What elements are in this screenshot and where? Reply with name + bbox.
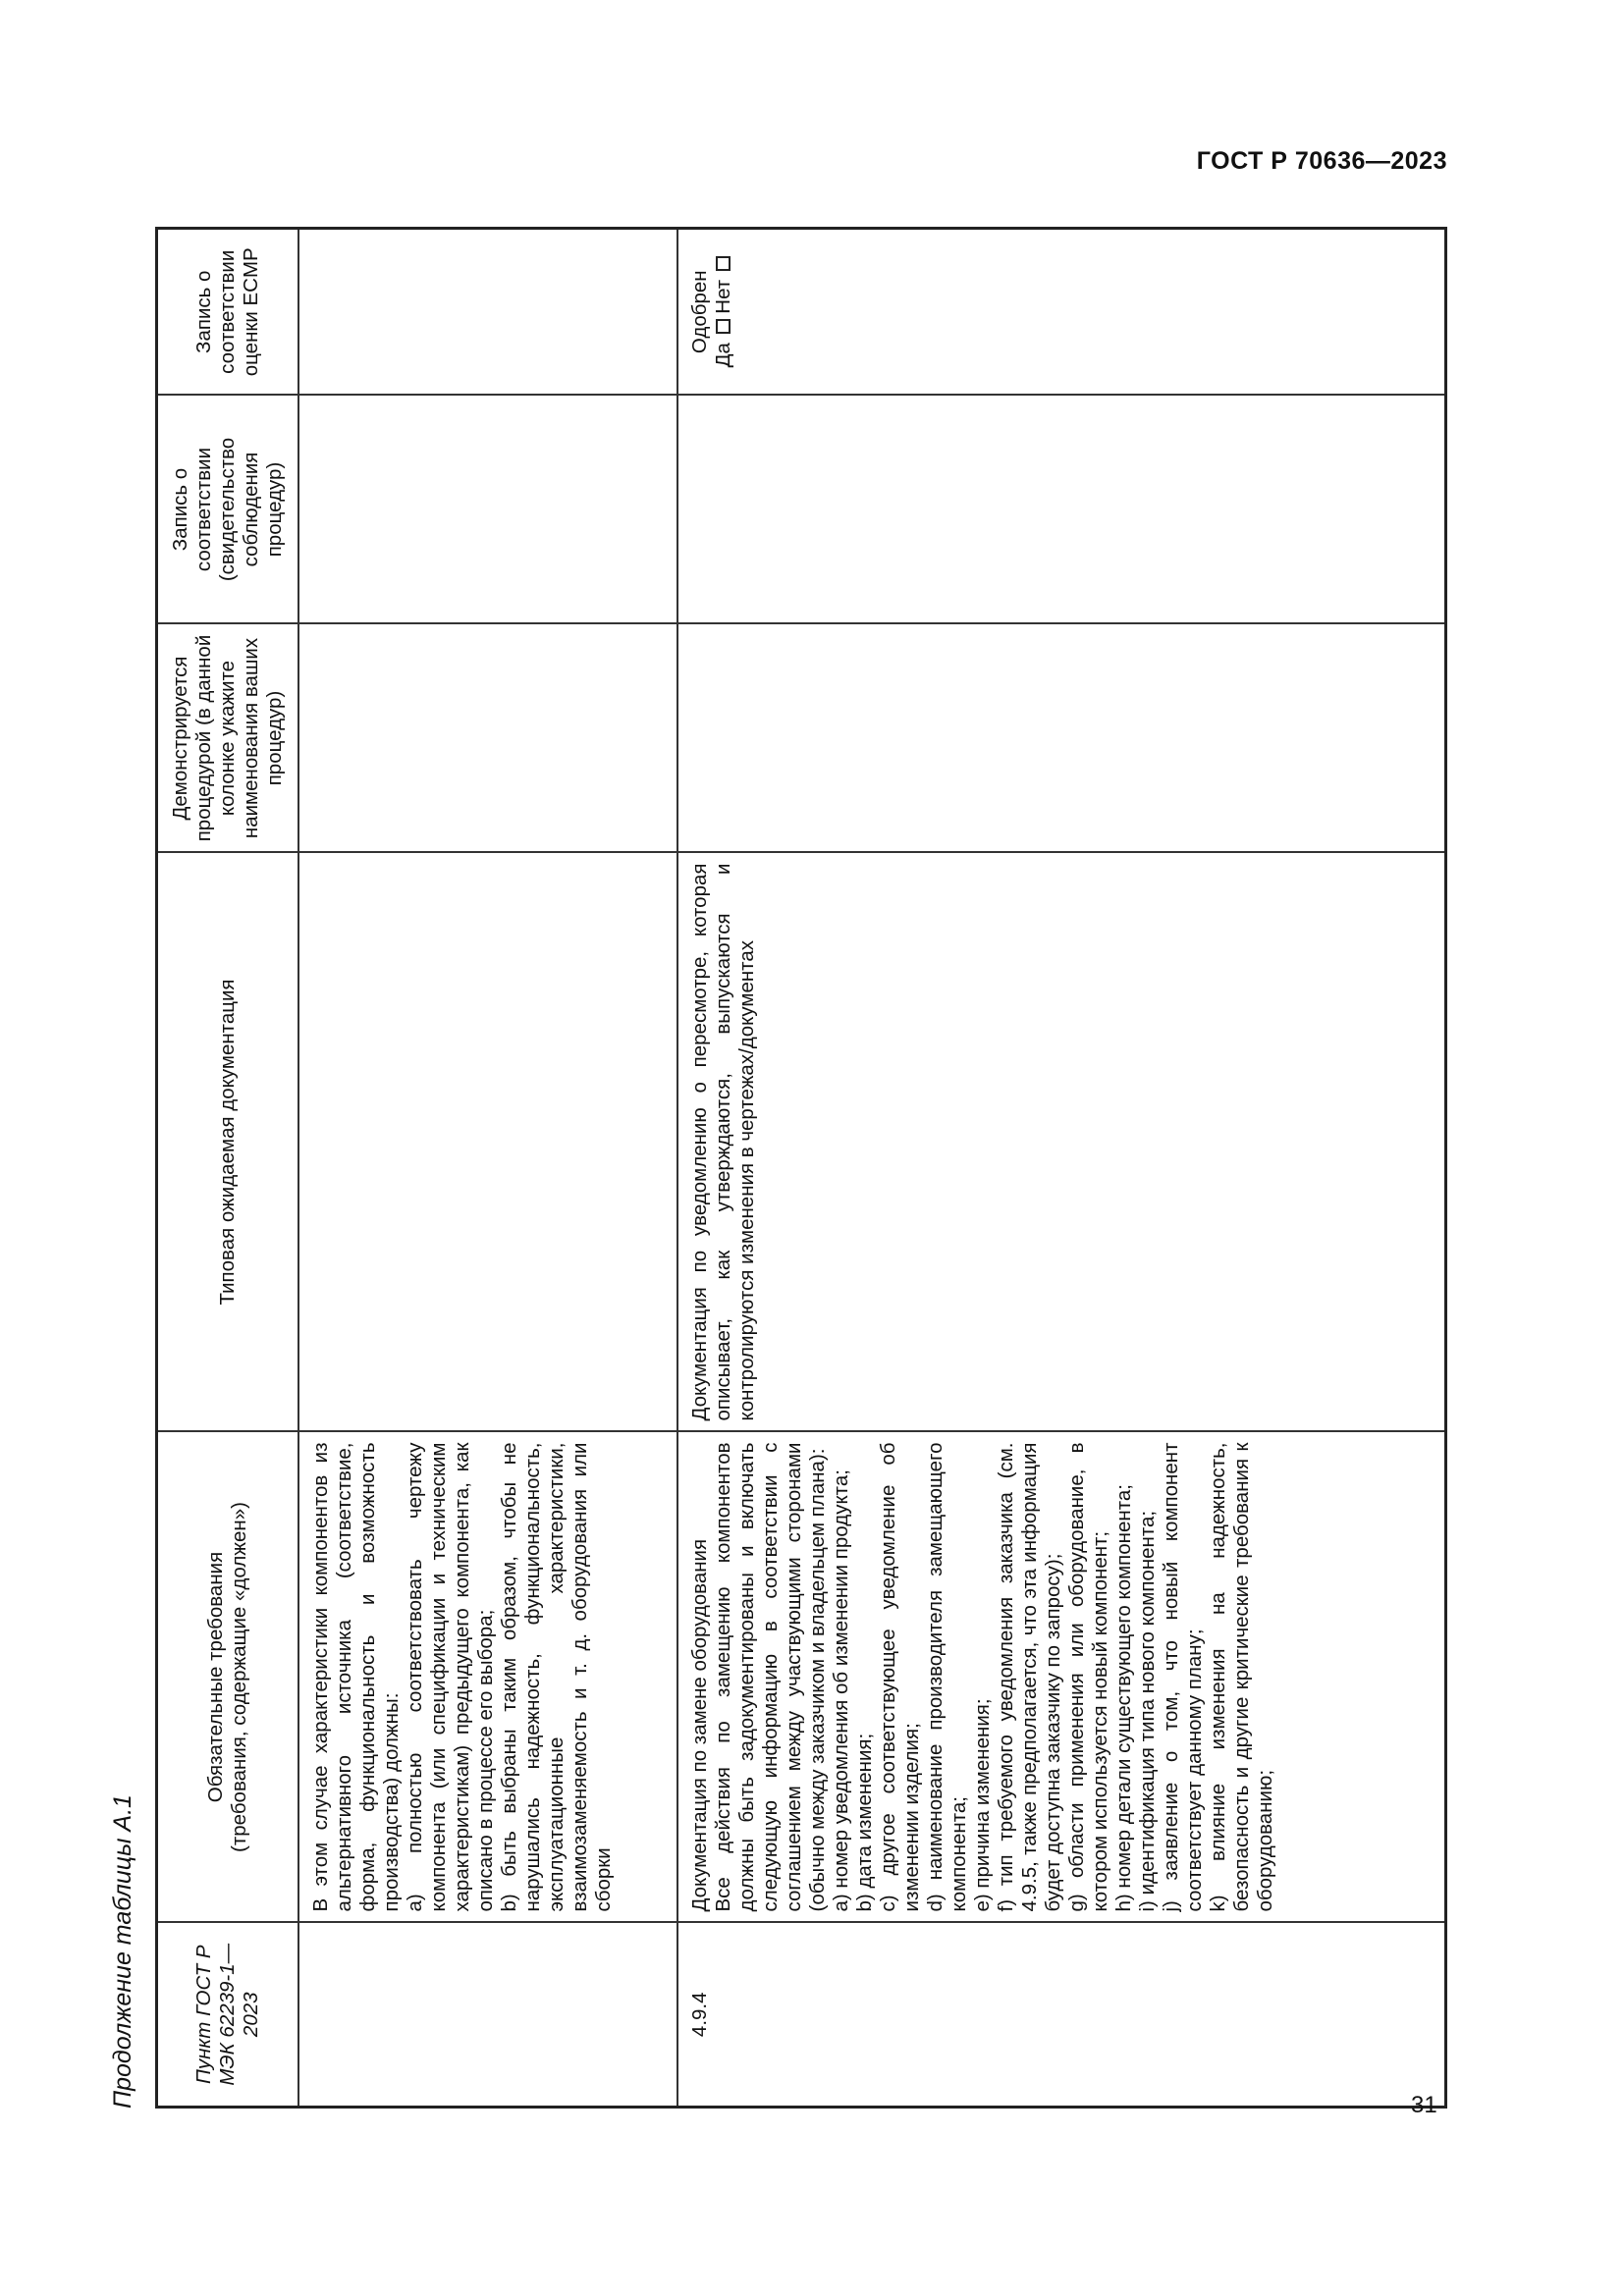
page-number: 31 [1411, 2092, 1437, 2118]
requirement-heading: Документация по замене оборудования [688, 1538, 711, 1912]
cell-ecmp [298, 229, 677, 396]
cell-evidence [677, 396, 1446, 624]
table-row [298, 229, 677, 2108]
table-row [677, 229, 1446, 2108]
requirement-text: В этом случае характеристики компонентов из альтернативного источника (соответствие, форма, функциональность и возможность производства) должны: [309, 1442, 403, 1912]
requirement-item: b) быть выбраны таким образом, чтобы не нарушались надежность, функциональность, эксплуатационные характеристики, взаимозаменяемость и т. д. оборудования или сборки [498, 1442, 615, 1912]
cell-documentation [298, 853, 677, 1432]
requirement-item: d) наименование производителя замещающего компонента; [924, 1442, 970, 1912]
cell-clause [298, 1923, 677, 2108]
requirement-item: j) заявление о том, что новый компонент соответствует данному плану; [1160, 1442, 1206, 1912]
requirement-item: b) дата изменения; [853, 1733, 876, 1912]
table-caption: Продолжение таблицы А.1 [109, 1794, 136, 2109]
approval-label: Одобрен [688, 270, 711, 354]
cell-requirements [677, 1432, 1446, 1923]
table-header-row [157, 229, 299, 2108]
cell-documentation [677, 853, 1446, 1432]
requirement-item: f) тип требуемого уведомления заказчика (см. 4.9.5, также предполагается, что эта информация будет доступна заказчику по запросу); [995, 1442, 1064, 1912]
no-label: Нет [712, 279, 734, 314]
requirement-item: i) идентификация типа нового компонента; [1136, 1510, 1159, 1912]
approval-options [712, 240, 735, 385]
cell-requirements [298, 1432, 677, 1923]
col-header-requirements: Обязательные требования (требования, содержащие «должен») [157, 1432, 299, 1923]
requirement-item: k) влияние изменения на надежность, безопасность и другие критические требования к оборудованию; [1207, 1442, 1276, 1912]
col-header-documentation: Типовая ожидаемая документация [157, 853, 299, 1432]
no-checkbox[interactable] [716, 256, 731, 271]
requirement-item: c) другое соответствующее уведомление об изменении изделия; [877, 1442, 923, 1912]
yes-label: Да [712, 343, 734, 368]
requirement-item: e) причина изменения; [971, 1698, 994, 1912]
documentation-text: Документация по уведомлению о пересмотре, которая описывает, как утверждаются, выпускаются и контролируются изменения в чертежах/документах [688, 863, 758, 1421]
cell-ecmp [677, 229, 1446, 396]
document-code: ГОСТ Р 70636—2023 [1196, 147, 1447, 175]
yes-checkbox[interactable] [716, 319, 731, 334]
cell-clause: 4.9.4 [677, 1923, 1446, 2108]
requirement-text: Все действия по замещению компонентов должны быть задокументированы и включать следующую информацию в соответствии с соглашением между участвующими сторонами (обычно между заказчиком и владельцем плана): [712, 1442, 829, 1912]
col-header-procedure: Демонстрируется процедурой (в данной колонке укажите наименования ваших процедур) [157, 624, 299, 853]
cell-evidence [298, 396, 677, 624]
requirement-item: a) полностью соответствовать чертежу компонента (или спецификации и техническим характеристикам) предыдущего компонента, как описано в процессе его выбора; [404, 1442, 497, 1912]
cell-procedure [298, 624, 677, 853]
cell-procedure [677, 624, 1446, 853]
requirement-item: g) области применения или оборудование, в котором используется новый компонент; [1065, 1442, 1111, 1912]
requirements-table [155, 227, 1447, 2109]
col-header-ecmp: Запись о соответствии оценки ECMP [157, 229, 299, 396]
requirement-item: h) номер детали существующего компонента; [1112, 1484, 1135, 1912]
col-header-clause: Пункт ГОСТ Р МЭК 62239-1— 2023 [157, 1923, 299, 2108]
rotated-table-block [98, 229, 1453, 2109]
requirement-item: a) номер уведомления об изменении продукта; [830, 1469, 852, 1912]
col-header-evidence: Запись о соответствии (свидетельство соблюдения процедур) [157, 396, 299, 624]
